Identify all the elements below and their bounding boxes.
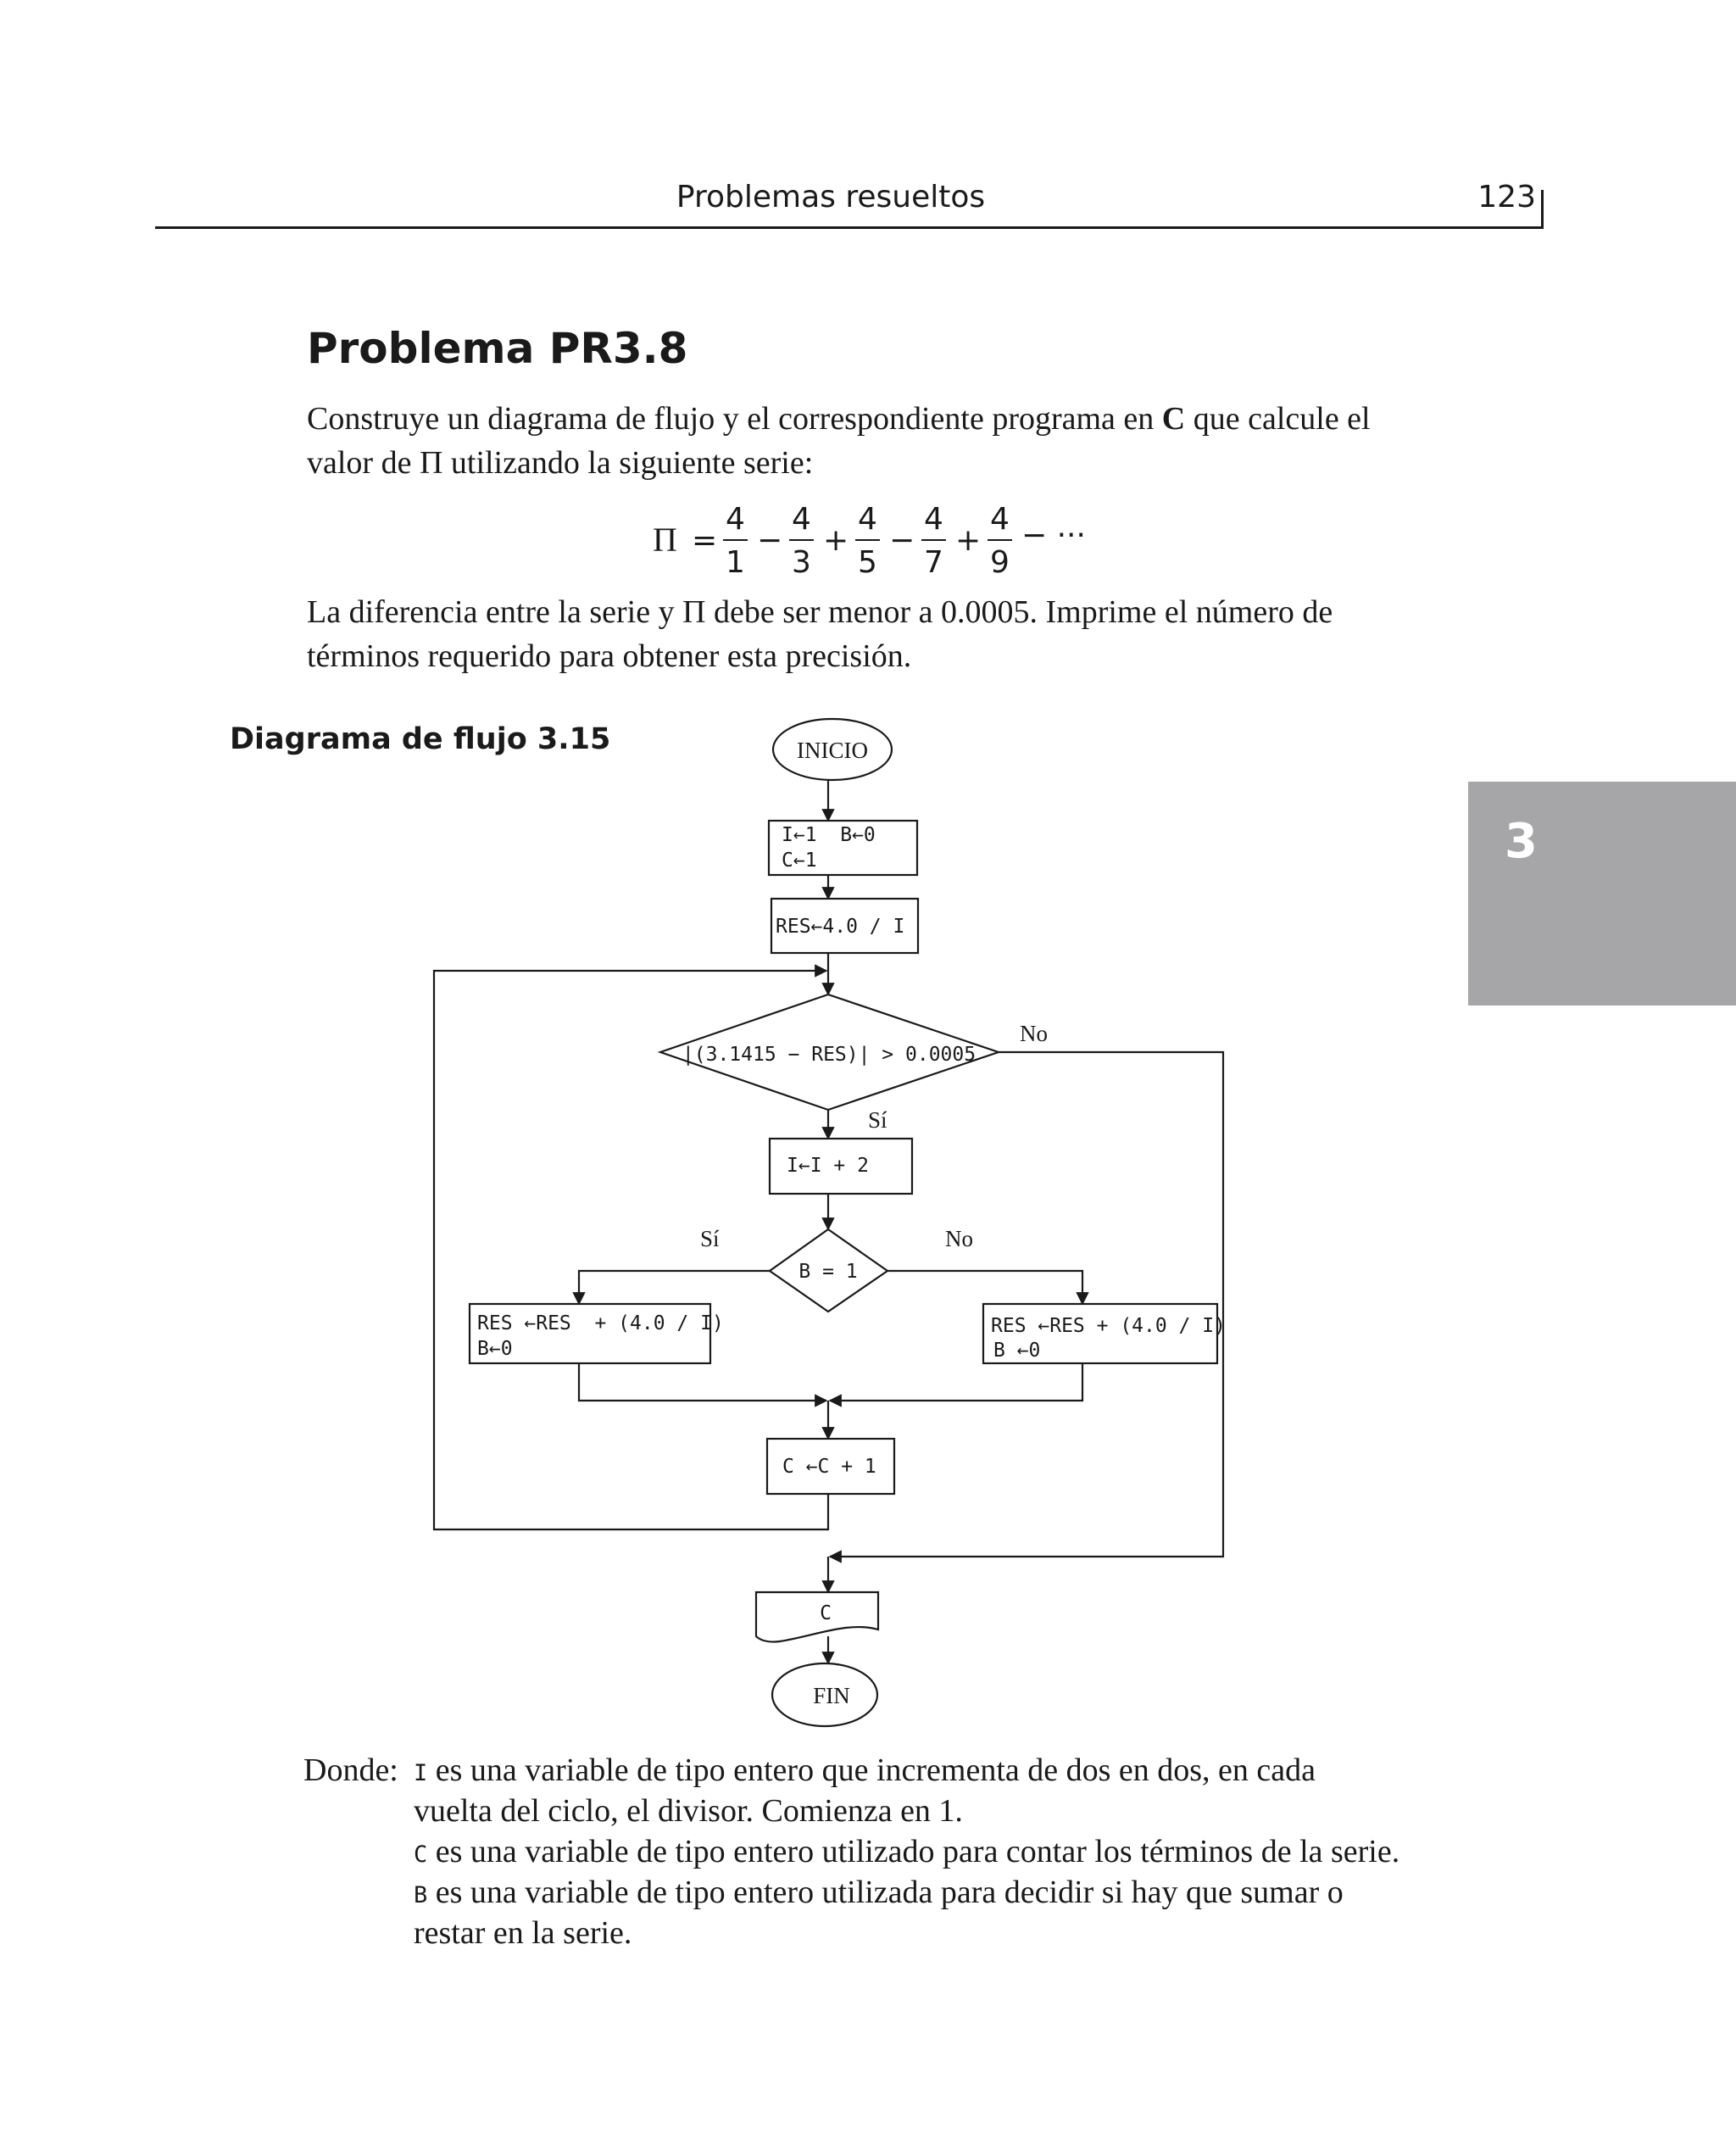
definition-i-cont: vuelta del ciclo, el divisor. Comienza en 1. [414, 1793, 963, 1829]
intro-text-a: Construye un diagrama de flujo y el correspondiente programa en [307, 401, 1162, 437]
loop-condition-decision [660, 994, 999, 1110]
definition-c-text: es una variable de tipo entero utilizado para contar los términos de la serie. [427, 1834, 1400, 1869]
formula-term-1-num: 4 [726, 502, 745, 537]
branch-condition-label: B = 1 [798, 1261, 858, 1283]
formula-term-4-den: 7 [924, 545, 943, 580]
counter-process [767, 1439, 894, 1494]
formula-term-3-num: 4 [858, 502, 877, 537]
intro-text-b: que calcule el valor de Π utilizando la siguiente serie: [307, 401, 1371, 481]
end-terminal [772, 1663, 877, 1726]
definition-b-var: B [414, 1882, 428, 1908]
add-term-line-2: B ←0 [993, 1340, 1041, 1362]
formula-term-2-sign: − [757, 523, 783, 558]
formula-term-5-num: 4 [990, 502, 1010, 537]
start-label: INICIO [797, 738, 868, 763]
formula-term-4-sign: − [889, 523, 915, 558]
problem-title: Problema PR3.8 [307, 324, 688, 373]
arrow-yes-merge [579, 1363, 826, 1401]
loop-condition-label: |(3.1415 − RES)| > 0.0005 [682, 1044, 976, 1066]
formula-term-4-num: 4 [924, 502, 943, 537]
formula-term-1-den: 1 [726, 545, 745, 580]
init-process [769, 821, 917, 875]
arrow-no-merge [830, 1363, 1082, 1401]
definition-c-var: C [414, 1841, 428, 1868]
definition-i [414, 1750, 1439, 1794]
definition-b-text: es una variable de tipo entero utilizada para decidir si hay que sumar o [427, 1875, 1344, 1910]
end-label: FIN [813, 1683, 850, 1708]
intro-language-c: C [1161, 401, 1186, 437]
add-term-process [983, 1304, 1226, 1363]
definition-i-text: es una variable de tipo entero que incrementa de dos en dos, en cada [427, 1752, 1316, 1788]
branch-yes-label: Sí [700, 1226, 720, 1251]
formula-equals: = [692, 523, 718, 558]
res-init-label: RES←4.0 / I [776, 916, 905, 938]
loop-condition-no-label: No [1020, 1021, 1048, 1046]
formula-term-5-sign: + [955, 523, 982, 558]
chapter-number: 3 [1505, 814, 1538, 869]
definition-c [414, 1831, 1439, 1875]
formula-pi: Π [653, 521, 677, 559]
formula-term-5-den: 9 [990, 545, 1010, 580]
add-term-line-1: RES ←RES + (4.0 / I) [991, 1315, 1226, 1337]
formula-term-2-den: 3 [792, 545, 811, 580]
subtract-term-process [470, 1304, 724, 1363]
formula-term-3-den: 5 [858, 545, 877, 580]
definition-b-cont: restar en la serie. [414, 1915, 632, 1951]
page-number: 123 [1477, 180, 1536, 214]
subtract-term-line-2: B←0 [477, 1338, 513, 1360]
output-document [756, 1592, 878, 1642]
running-head: Problemas resueltos [676, 180, 986, 214]
definition-i-var: I [414, 1760, 428, 1786]
precision-paragraph: La diferencia entre la serie y Π debe ser menor a 0.0005. Imprime el número de términos requerido para obtener esta precisión. [307, 594, 1333, 674]
increment-process [770, 1139, 912, 1194]
definition-b [414, 1872, 1439, 1916]
arrow-branch-yes [579, 1271, 770, 1304]
formula-term-2-num: 4 [792, 502, 811, 537]
branch-decision [770, 1229, 887, 1312]
start-terminal [773, 719, 892, 780]
diagram-caption: Diagrama de flujo 3.15 [230, 722, 611, 756]
output-label: C [820, 1602, 832, 1624]
loop-condition-yes-label: Sí [868, 1107, 887, 1133]
branch-no-label: No [945, 1226, 973, 1251]
formula-term-3-sign: + [823, 523, 849, 558]
formula-tail: − ··· [1021, 518, 1086, 553]
res-init-process [771, 899, 918, 953]
counter-label: C ←C + 1 [782, 1456, 876, 1478]
init-line-2: C←1 [782, 850, 817, 872]
subtract-term-line-1: RES ←RES + (4.0 / I) [477, 1312, 724, 1334]
arrow-branch-no [887, 1271, 1082, 1304]
increment-label: I←I + 2 [787, 1155, 869, 1177]
init-line-1: I←1 B←0 [782, 824, 876, 846]
where-label: Donde: [303, 1752, 398, 1788]
